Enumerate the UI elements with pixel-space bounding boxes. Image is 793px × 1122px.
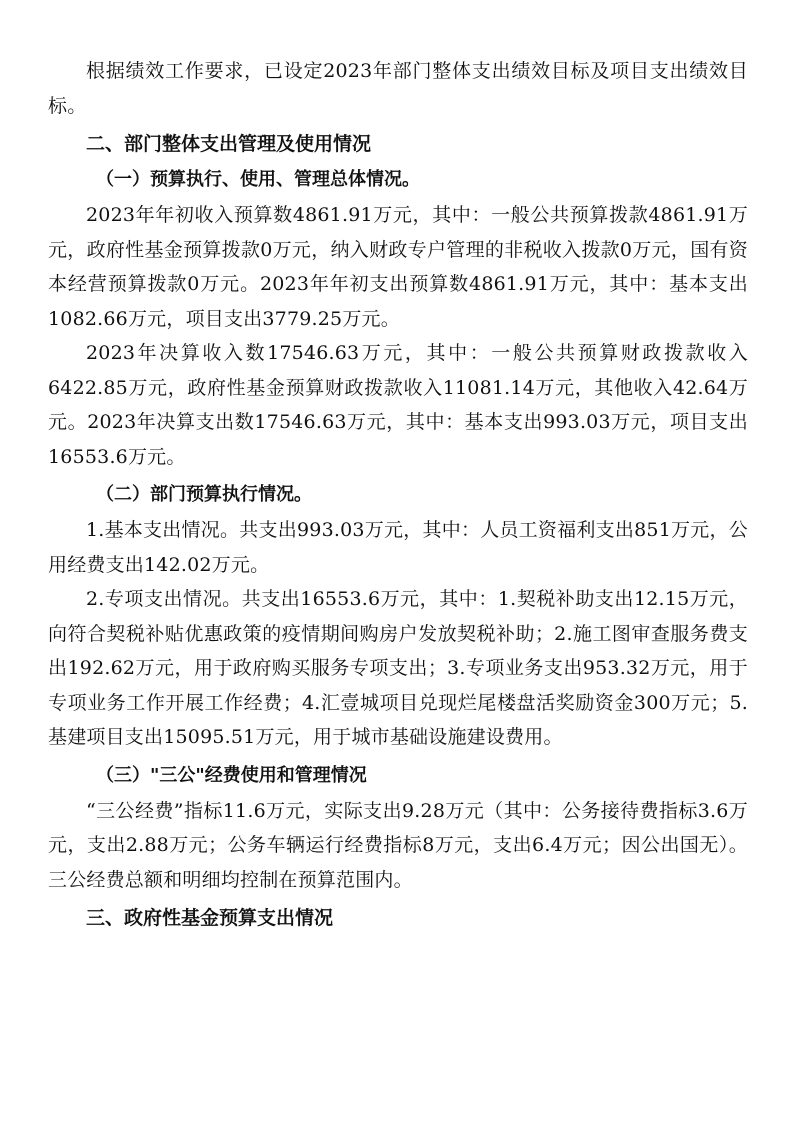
special-expenditure-paragraph: 2.专项支出情况。共支出16553.6万元，其中：1.契税补助支出12.15万元，向符合契税补贴优惠政策的疫情期间购房户发放契税补助；2.施工图审查服务费支出192.62万元，用于政府购买服务专项支出；3.专项业务支出953.32万元，用于专项业务工作开展工作经费；4.汇壹城项目兑现烂尾楼盘活奖励资金300万元；5.基建项目支出15095.51万元，用于城市基础设施建设费用。 <box>48 588 748 748</box>
section-heading-2: 二、部门整体支出管理及使用情况 <box>86 133 372 155</box>
subsection-heading-budget-execution: （二）部门预算执行情况。 <box>96 484 312 505</box>
three-public-paragraph: “三公经费”指标11.6万元，实际支出9.28万元（其中：公务接待费指标3.6万元，支出2.88万元；公务车辆运行经费指标8万元，支出6.4万元；因公出国无）。三公经费总额和明细均控制在预算范围内。 <box>48 799 748 891</box>
intro-paragraph: 根据绩效工作要求，已设定2023年部门整体支出绩效目标及项目支出绩效目标。 <box>48 60 748 117</box>
section-heading-3: 三、政府性基金预算支出情况 <box>86 907 334 929</box>
basic-expenditure-paragraph: 1.基本支出情况。共支出993.03万元，其中：人员工资福利支出851万元，公用经费支出142.02万元。 <box>48 519 748 576</box>
subsection-heading-three-public: （三）"三公"经费使用和管理情况 <box>96 764 367 786</box>
budget-initial-paragraph: 2023年年初收入预算数4861.91万元，其中：一般公共预算拨款4861.91万元，政府性基金预算拨款0万元，纳入财政专户管理的非税收入拨款0万元，国有资本经营预算拨款0万元。2023年年初支出预算数4861.91万元，其中：基本支出1082.66万元，项目支出3779.25万元。 <box>48 204 748 330</box>
budget-final-paragraph: 2023年决算收入数17546.63万元，其中：一般公共预算财政拨款收入6422.85万元，政府性基金预算财政拨款收入11081.14万元，其他收入42.64万元。2023年决算支出数17546.63万元，其中：基本支出993.03万元，项目支出16553.6万元。 <box>48 342 748 468</box>
subsection-heading-budget-overview: （一）预算执行、使用、管理总体情况。 <box>96 169 420 190</box>
document-page <box>48 54 748 936</box>
